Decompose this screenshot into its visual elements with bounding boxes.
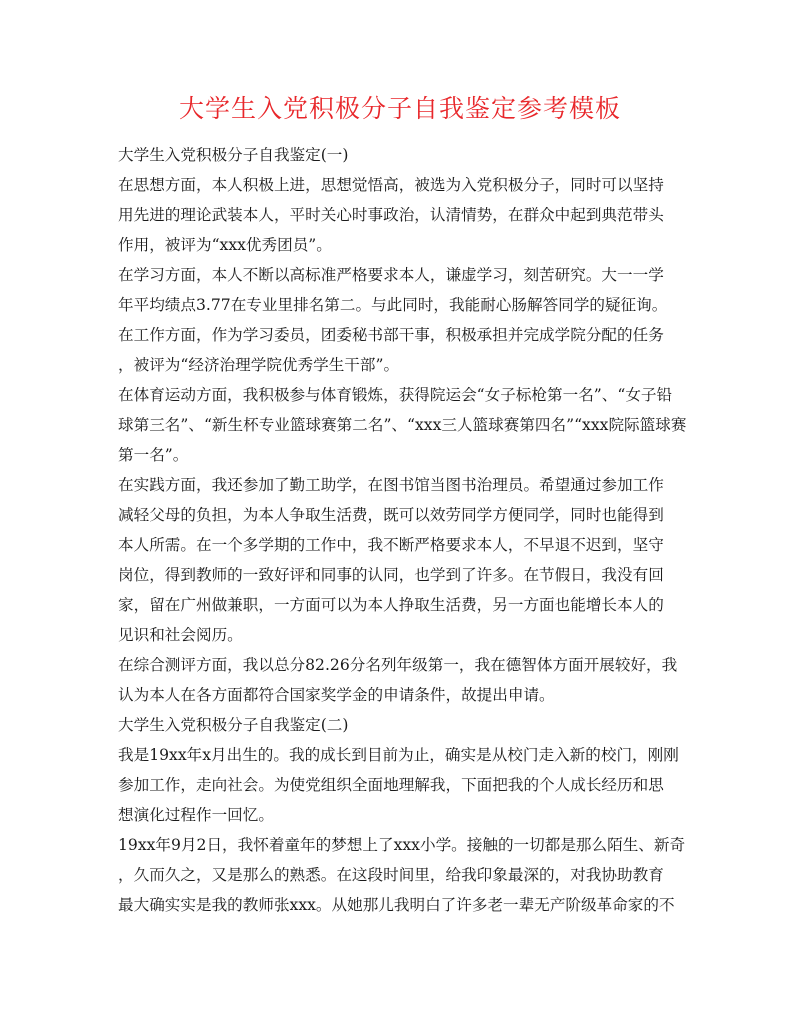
section-heading: 大学生入党积极分子自我鉴定(二): [118, 716, 349, 734]
paragraph-line: 19xx年9月2日，我怀着童年的梦想上了xxx小学。接触的一切都是那么陌生、新奇: [118, 836, 686, 854]
paragraph-line: 年平均绩点3.77在专业里排名第二。与此同时，我能耐心肠解答同学的疑征询。: [118, 296, 668, 314]
paragraph-line: 第一名”。: [118, 446, 189, 464]
section-heading: 大学生入党积极分子自我鉴定(一): [118, 146, 349, 164]
paragraph-line: 见识和社会阅历。: [118, 626, 243, 644]
paragraph-line: 想演化过程作一回忆。: [118, 806, 274, 824]
paragraph-line: 在思想方面，本人积极上进，思想觉悟高，被选为入党积极分子，同时可以坚持: [118, 176, 664, 194]
paragraph-line: 参加工作，走向社会。为使党组织全面地理解我，下面把我的个人成长经历和思: [118, 776, 664, 794]
document-body: [118, 140, 688, 920]
paragraph-line: 最大确实实是我的教师张xxx。从她那儿我明白了许多老一辈无产阶级革命家的不: [118, 896, 675, 914]
paragraph-line: 在综合测评方面，我以总分82.26分名列年级第一，我在德智体方面开展较好，我: [118, 656, 678, 674]
document-title: 大学生入党积极分子自我鉴定参考模板: [178, 94, 621, 123]
paragraph-line: 岗位，得到教师的一致好评和同事的认同，也学到了许多。在节假日，我没有回: [118, 566, 664, 584]
paragraph-line: 认为本人在各方面都符合国家奖学金的申请条件，故提出申请。: [118, 686, 555, 704]
paragraph-line: 在实践方面，我还参加了勤工助学，在图书馆当图书治理员。希望通过参加工作: [118, 476, 664, 494]
paragraph-line: ，久而久之，又是那么的熟悉。在这段时间里，给我印象最深的，对我协助教育: [118, 866, 664, 884]
paragraph-line: 作用，被评为“xxx优秀团员”。: [118, 236, 332, 254]
paragraph-line: 球第三名”、“新生杯专业篮球赛第二名”、“xxx三人篮球赛第四名”“xxx院际篮球赛: [118, 416, 687, 434]
paragraph-line: 家，留在广州做兼职，一方面可以为本人挣取生活费，另一方面也能增长本人的: [118, 596, 664, 614]
paragraph-line: ，被评为“经济治理学院优秀学生干部”。: [118, 356, 400, 374]
paragraph-line: 在体育运动方面，我积极参与体育锻炼，获得院运会“女子标枪第一名”、“女子铅: [118, 386, 673, 404]
paragraph-line: 我是19xx年x月出生的。我的成长到目前为止，确实是从校门走入新的校门，刚刚: [118, 746, 679, 764]
paragraph-line: 在工作方面，作为学习委员，团委秘书部干事，积极承担并完成学院分配的任务: [118, 326, 664, 344]
paragraph-line: 在学习方面，本人不断以高标准严格要求本人，谦虚学习，刻苦研究。大一一学: [118, 266, 664, 284]
paragraph-line: 减轻父母的负担，为本人争取生活费，既可以效劳同学方便同学，同时也能得到: [118, 506, 664, 524]
paragraph-line: 用先进的理论武装本人，平时关心时事政治，认清情势，在群众中起到典范带头: [118, 206, 664, 224]
paragraph-line: 本人所需。在一个多学期的工作中，我不断严格要求本人，不早退不迟到，坚守: [118, 536, 664, 554]
